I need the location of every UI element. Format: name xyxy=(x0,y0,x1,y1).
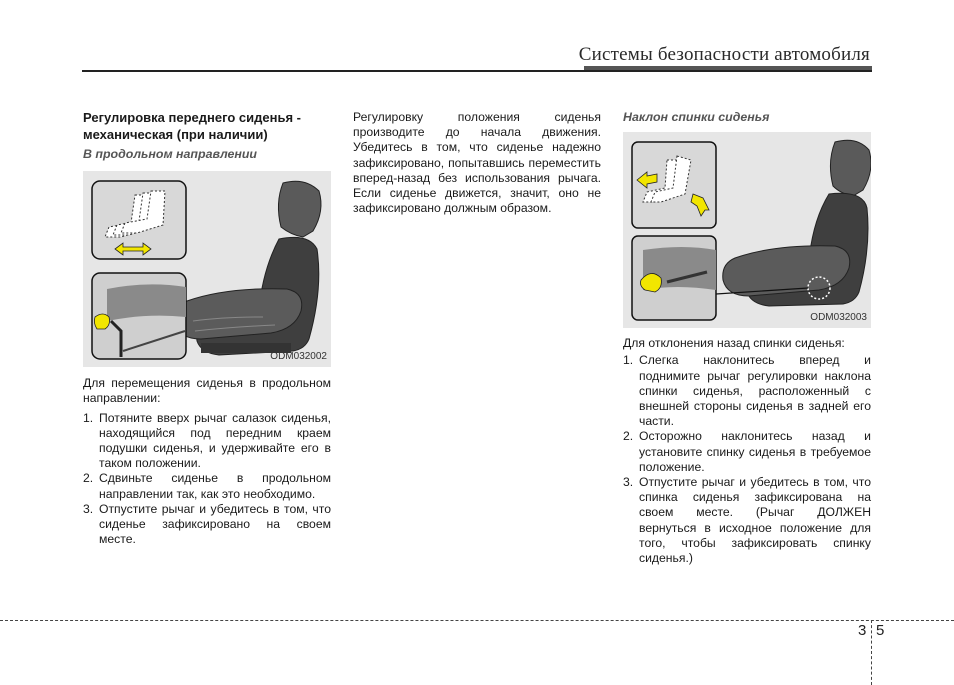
page-number-divider xyxy=(871,620,872,685)
section-heading: Регулировка переднего сиденья - механическая (при наличии) xyxy=(83,110,301,142)
chapter-title: Системы безопасности автомобиля xyxy=(578,44,870,65)
list-item: 2. Сдвиньте сиденье в продольном направлении так, как это необходимо. xyxy=(83,471,331,501)
intro-label: Для перемещения сиденья в продольном направлении: xyxy=(83,376,331,406)
figure-code: ODM032002 xyxy=(270,351,327,362)
page-number-page: 5 xyxy=(876,622,885,639)
intro-label: Для отклонения назад спинки сиденья: xyxy=(623,336,845,351)
figure-seat-slide xyxy=(83,171,331,367)
footer-rule xyxy=(0,620,954,621)
list-item: 3. Отпустите рычаг и убедитесь в том, что сиденье зафиксировано на своем месте. xyxy=(83,501,331,547)
column-seat-slide xyxy=(83,110,331,547)
figure-code: ODM032003 xyxy=(810,312,867,323)
figure-seatback xyxy=(623,132,871,328)
slide-diagram-inset xyxy=(92,181,186,259)
list-item: 1. Потяните вверх рычаг салазок сиденья, находящийся под передним краем подушки сиденья, и удерживайте его в таком положении. xyxy=(83,410,331,471)
car-seat-icon xyxy=(175,181,321,355)
steps-list xyxy=(623,353,871,566)
list-item: 2. Осторожно наклонитесь назад и установите спинку сиденья в требуемое положение. xyxy=(623,429,871,474)
recline-diagram-inset xyxy=(632,142,716,228)
lever-closeup-inset xyxy=(92,273,186,359)
intro-text xyxy=(83,376,331,406)
section-subheading: В продольном направлении xyxy=(83,147,257,161)
list-item: 3. Отпустите рычаг и убедитесь в том, что спинка сиденья зафиксирована на своем месте. (Рычаг ДОЛЖЕН вернуться в исходное положение для того, чтобы зафиксировать спинку сиденья.) xyxy=(623,475,871,566)
list-item: 1. Слегка наклонитесь вперед и поднимите рычаг регулировки наклона спинки сиденья, расположенный с внешней стороны сиденья в задней его части. xyxy=(623,353,871,429)
hand-lift-icon xyxy=(94,314,109,329)
safety-paragraph: Регулировку положения сиденья производите до начала движения. Убедитесь в том, что сиденье надежно зафиксировано, попытавшись переместить вперед-назад без использования рычага. Если сиденье движется, значит, оно не зафиксировано должным образом. xyxy=(353,110,601,216)
steps-list xyxy=(83,411,331,548)
intro-text xyxy=(623,336,871,351)
header-rule xyxy=(82,70,872,72)
column-safety-note xyxy=(353,110,601,216)
page-number-chapter: 3 xyxy=(858,622,867,639)
column-seatback-recline xyxy=(623,110,871,566)
seat-slide-illustration xyxy=(83,171,331,367)
section-subheading: Наклон спинки сиденья xyxy=(623,110,770,124)
seatback-illustration xyxy=(623,132,871,328)
car-seat-icon xyxy=(723,140,871,306)
